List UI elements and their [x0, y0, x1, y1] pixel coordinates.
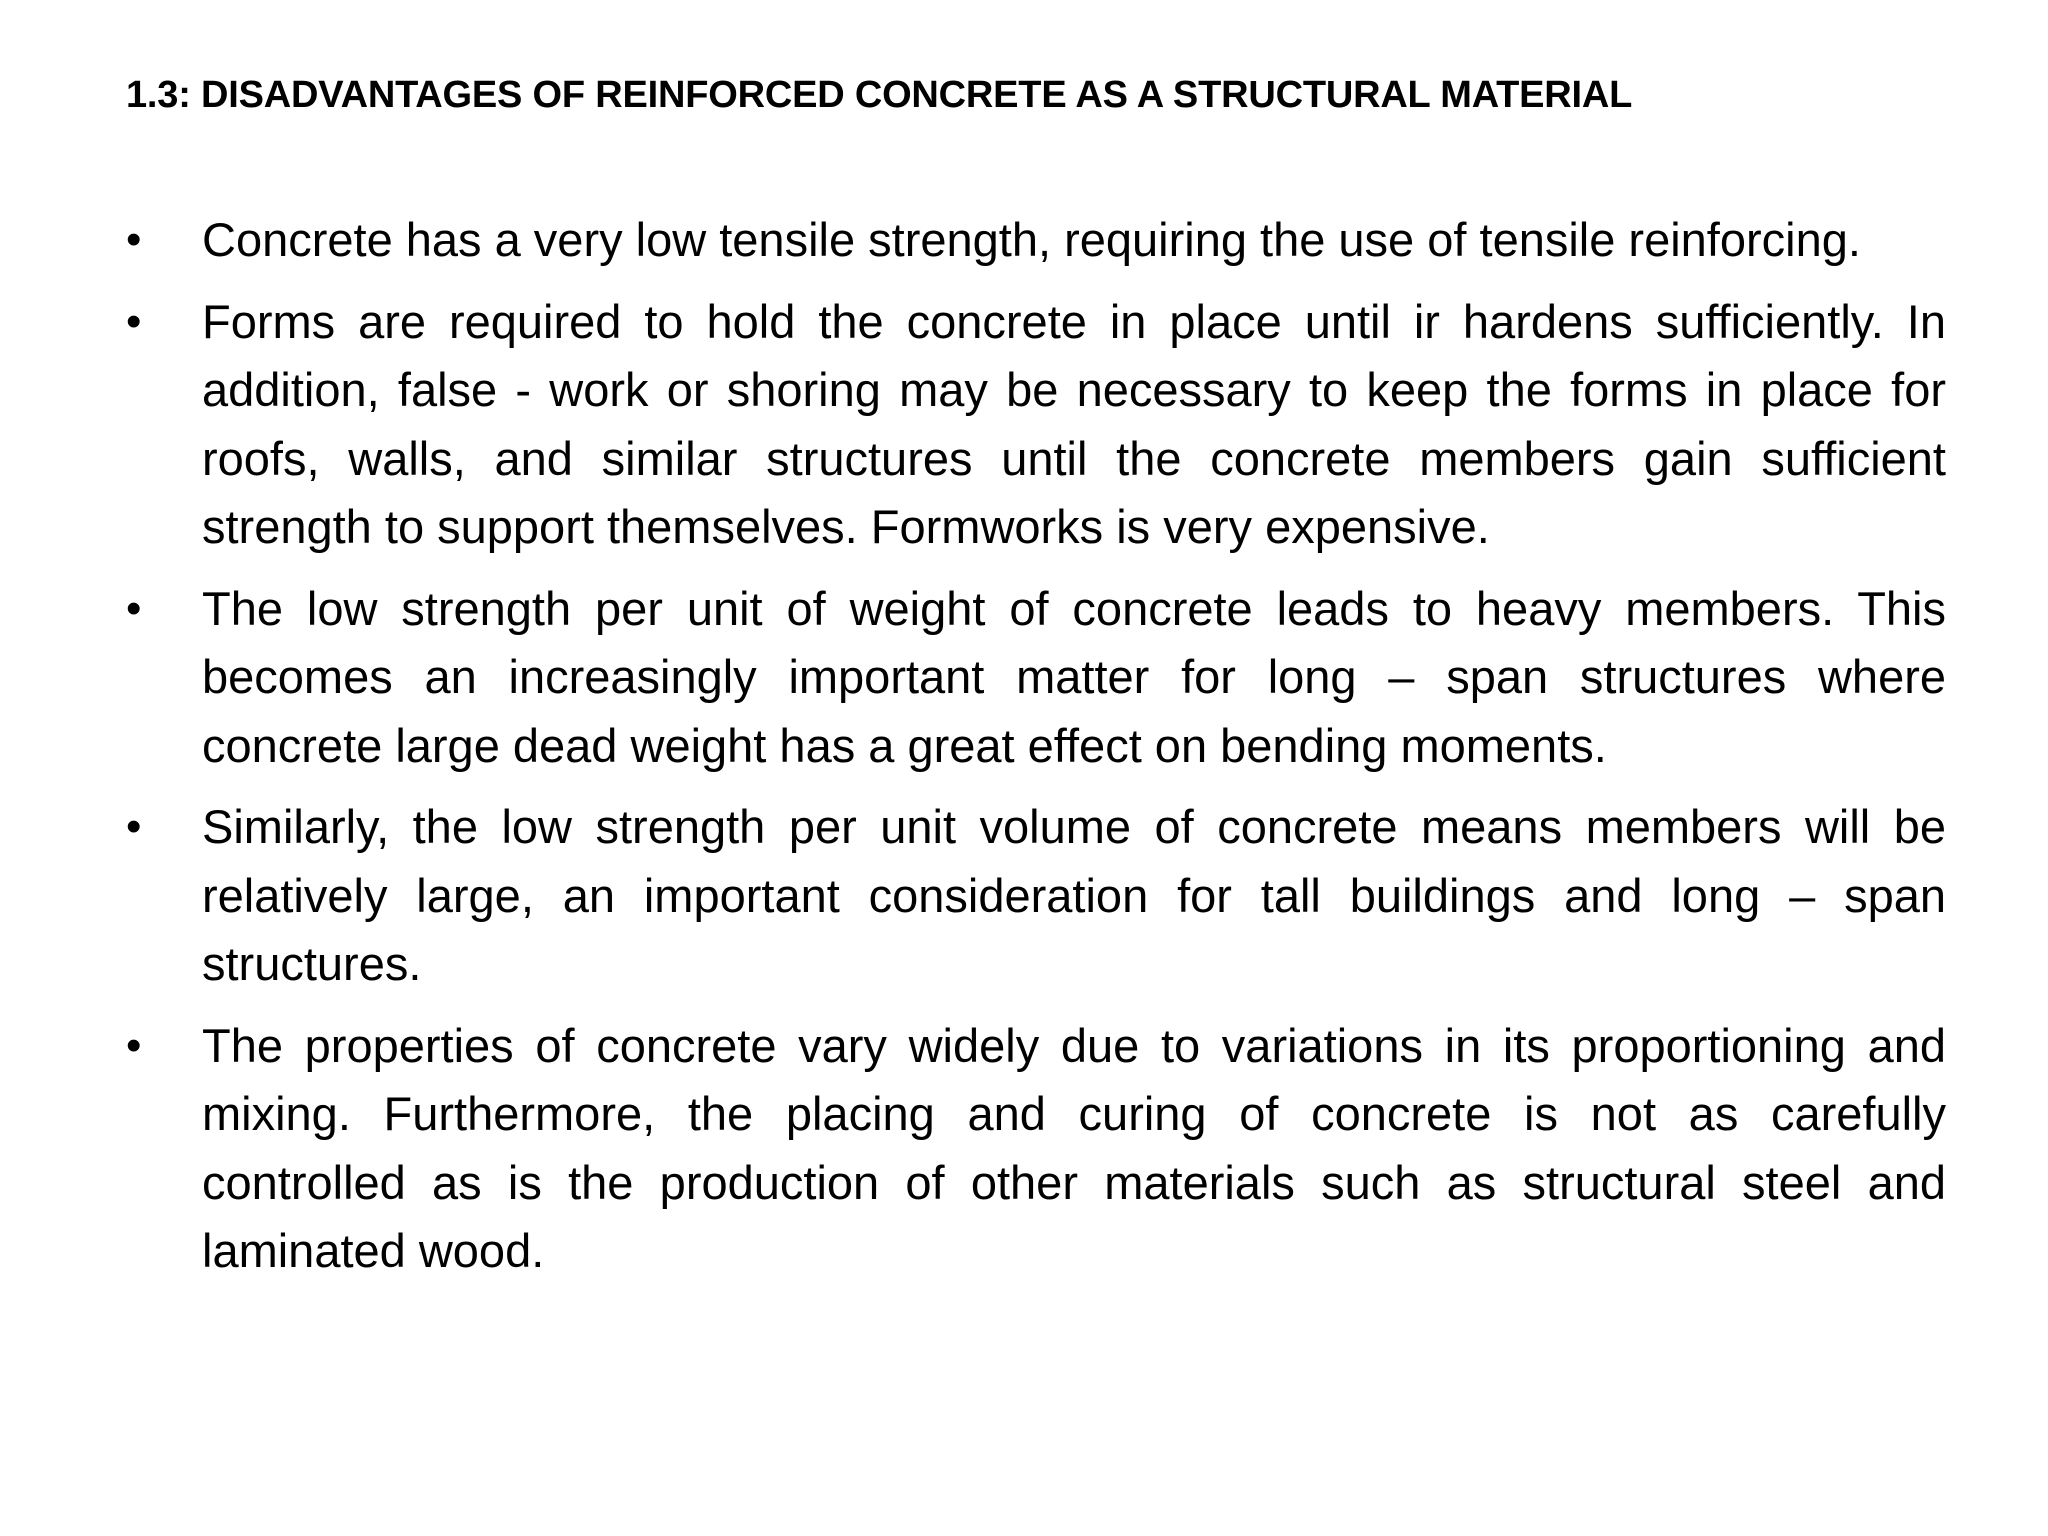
bullet-text: The properties of concrete vary widely due to variations in its proportioning and mixing. Furthermore, the placing and curing of concrete is not as carefully controlled as is the production of other materials such as structural steel and laminated wood.: [202, 1018, 1946, 1277]
bullet-icon: •: [126, 1020, 142, 1070]
bullet-item-strength-per-weight: [126, 575, 1946, 781]
slide-title: 1.3: DISADVANTAGES OF REINFORCED CONCRETE AS A STRUCTURAL MATERIAL: [126, 74, 1633, 116]
bullet-icon: •: [126, 296, 142, 346]
bullet-text: Similarly, the low strength per unit volume of concrete means members will be relatively large, an important consideration for tall buildings and long – span structures.: [202, 800, 1946, 990]
bullet-item-tensile-strength: [126, 206, 1946, 275]
bullet-text: Forms are required to hold the concrete in place until ir hardens sufficiently. In addition, false - work or shoring may be necessary to keep the forms in place for roofs, walls, and similar structures until the concrete members gain sufficient strength to support themselves. Formworks is very expensive.: [202, 294, 1946, 553]
bullet-item-formwork: [126, 288, 1946, 562]
bullet-list: [126, 206, 1946, 1299]
bullet-icon: •: [126, 215, 142, 264]
bullet-text: Concrete has a very low tensile strength, requiring the use of tensile reinforcing.: [202, 213, 1861, 266]
bullet-text: The low strength per unit of weight of concrete leads to heavy members. This becomes an increasingly important matter for long – span structures where concrete large dead weight has a great effect on bending moments.: [202, 581, 1946, 772]
bullet-icon: •: [126, 583, 142, 633]
bullet-icon: •: [126, 802, 142, 851]
bullet-item-strength-per-volume: [126, 793, 1946, 999]
bullet-item-property-variation: [126, 1012, 1946, 1286]
